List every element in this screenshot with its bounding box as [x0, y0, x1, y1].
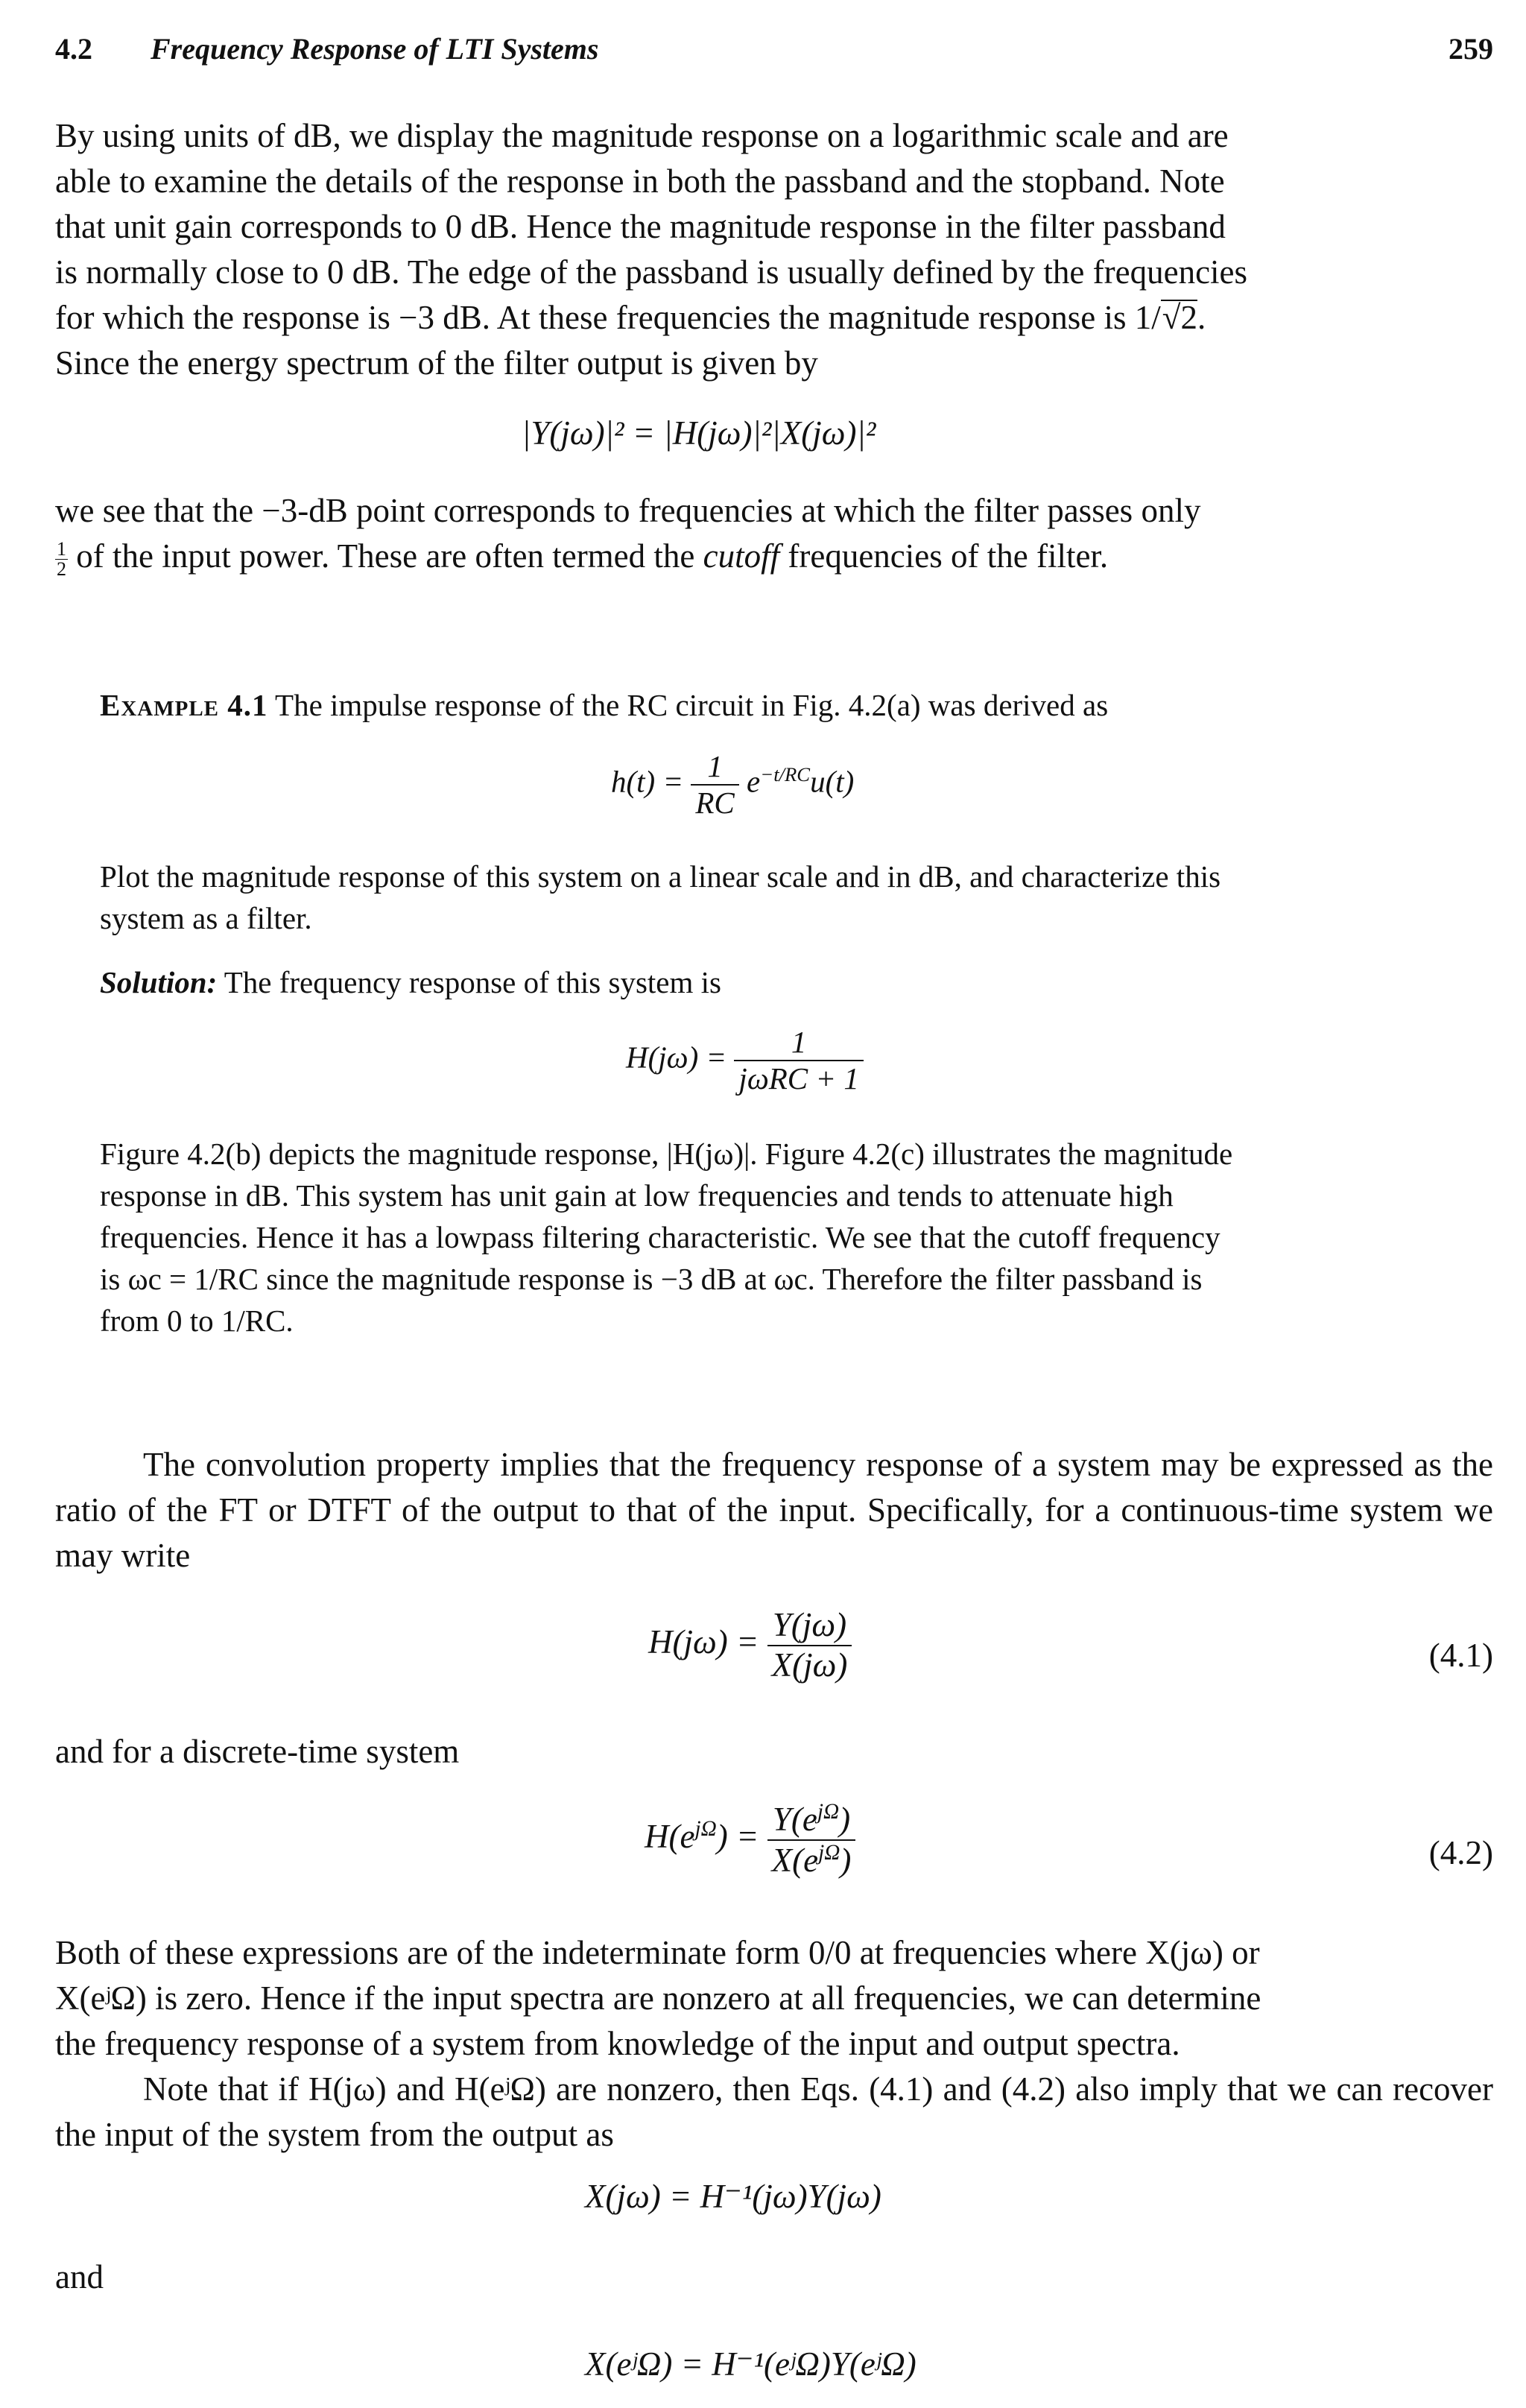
- denominator-close: ): [840, 1841, 852, 1879]
- text-line: able to examine the details of the response in both the passband and the stopband. Note: [55, 162, 1225, 200]
- example-task: [100, 856, 1453, 939]
- text-line: [55, 295, 1493, 341]
- step-function: u(t): [810, 764, 855, 799]
- fraction-denominator: [767, 1841, 856, 1880]
- text-line: By using units of dB, we display the magnitude response on a logarithmic scale and are: [55, 117, 1229, 154]
- example-intro-text: The impulse response of the RC circuit in Fig. 4.2(a) was derived as: [275, 688, 1109, 722]
- sqrt-arg: 2: [1180, 299, 1197, 336]
- page-number: 259: [1449, 32, 1493, 66]
- text-line: expressed as the ratio of the FT or DTFT of the output to that of the input. Specifically,: [55, 1446, 1494, 1529]
- text-line: The convolution property implies that the frequency response of a system may be: [143, 1446, 1261, 1483]
- fraction: [691, 749, 738, 821]
- fraction: [767, 1606, 852, 1685]
- example-intro: [100, 684, 1453, 726]
- fraction-numerator: Y(jω): [767, 1606, 852, 1646]
- energy-equation: |Y(jω)|² = |H(jω)|²|X(jω)|²: [522, 414, 876, 452]
- equation-number: (4.2): [1428, 1834, 1493, 1871]
- denominator-base: X(e: [771, 1841, 819, 1879]
- fraction-denominator: 2: [57, 558, 66, 581]
- exponential-base: e: [747, 764, 761, 799]
- text-line: is normally close to 0 dB. The edge of the passband is usually defined by the frequencies: [55, 253, 1248, 291]
- discrete-text: and for a discrete-time system: [55, 1733, 460, 1770]
- exponent: jΩ: [817, 1800, 840, 1824]
- equation-lhs: h(t) =: [611, 764, 684, 799]
- text-line: Figure 4.2(b) depicts the magnitude response, |H(jω)|. Figure 4.2(c) illustrates the magnitude: [100, 1137, 1233, 1171]
- text-line: we can recover the input of the system from the output as: [55, 2070, 1494, 2153]
- equation-lhs: H(jω) =: [626, 1040, 727, 1075]
- text-line: Both of these expressions are of the indeterminate form 0/0 at frequencies where X(jω) or: [55, 1934, 1260, 1971]
- text-line: is ωc = 1/RC since the magnitude response is −3 dB at ωc. Therefore the filter passband is: [100, 1262, 1203, 1296]
- text-line: from 0 to 1/RC.: [100, 1303, 294, 1338]
- text-span: for which the response is −3 dB. At these frequencies the magnitude response is 1/: [55, 299, 1161, 336]
- fraction-numerator: 1: [57, 538, 66, 560]
- equation-lhs: H(jω) =: [648, 1623, 759, 1661]
- fraction-denominator: X(jω): [771, 1646, 848, 1684]
- text-line: that unit gain corresponds to 0 dB. Hence the magnitude response in the filter passband: [55, 208, 1226, 245]
- text-span: .: [1197, 299, 1206, 336]
- indeterminate-paragraph: [55, 1930, 1493, 2067]
- numerator-base: Y(e: [772, 1801, 817, 1838]
- text-span: of the input power. These are often termed the: [68, 537, 703, 575]
- fraction-numerator: 1: [734, 1025, 863, 1061]
- cutoff-paragraph: [55, 488, 1493, 579]
- text-line: the frequency response of a system from knowledge of the input and output spectra.: [55, 2025, 1180, 2062]
- exponent: jΩ: [694, 1817, 717, 1842]
- convolution-paragraph: [55, 1442, 1493, 1579]
- equation-4-2: [645, 1800, 855, 1880]
- example-body: [100, 1133, 1453, 1342]
- equation-4-1: [648, 1606, 852, 1685]
- note-paragraph: [55, 2067, 1493, 2158]
- text-line: Plot the magnitude response of this system on a linear scale and in dB, and characterize this: [100, 859, 1221, 894]
- fraction-denominator: RC: [695, 786, 735, 821]
- fraction-numerator: 1: [691, 749, 738, 786]
- section-number: 4.2: [55, 32, 92, 66]
- solution-heading: [100, 961, 1453, 1003]
- text-line: frequencies. Hence it has a lowpass filtering characteristic. We see that the cutoff frequency: [100, 1220, 1221, 1254]
- text-line: [55, 534, 1493, 579]
- fraction-denominator: jωRC + 1: [738, 1061, 859, 1096]
- cutoff-term: cutoff: [703, 537, 780, 575]
- running-header: [55, 31, 1493, 76]
- example-label: Example 4.1: [100, 688, 268, 722]
- numerator-close: ): [839, 1801, 851, 1838]
- equation-number: (4.1): [1428, 1637, 1493, 1674]
- text-line: Since the energy spectrum of the filter output is given by: [55, 344, 818, 382]
- inverse-equation-discrete: X(eʲΩ) = H⁻¹(eʲΩ)Y(eʲΩ): [585, 2345, 916, 2383]
- sqrt-symbol: √2: [1162, 299, 1197, 336]
- text-line: we see that the −3-dB point corresponds to frequencies at which the filter passes only: [55, 492, 1201, 529]
- intro-paragraph: [55, 113, 1493, 386]
- equation-lhs-close: ) =: [716, 1818, 759, 1856]
- fraction-numerator: [767, 1800, 856, 1841]
- exponent: −t/RC: [760, 762, 811, 786]
- solution-text: The frequency response of this system is: [224, 965, 721, 999]
- frequency-response-equation: [626, 1025, 864, 1096]
- text-span: frequencies of the filter.: [779, 537, 1109, 575]
- section-title: Frequency Response of LTI Systems: [151, 32, 599, 66]
- text-line: system as a filter.: [100, 901, 312, 935]
- solution-label: Solution:: [100, 965, 218, 999]
- impulse-response-equation: [611, 749, 854, 821]
- text-line: Note that if H(jω) and H(eʲΩ) are nonzero, then Eqs. (4.1) and (4.2) also imply that: [143, 2070, 1278, 2108]
- text-line: response in dB. This system has unit gain at low frequencies and tends to attenuate high: [100, 1178, 1174, 1213]
- text-line: X(eʲΩ) is zero. Hence if the input spectra are nonzero at all frequencies, we can determine: [55, 1979, 1261, 2017]
- fraction: [734, 1025, 863, 1096]
- equation-lhs: H(e: [645, 1818, 695, 1856]
- fraction: [767, 1800, 856, 1880]
- exponent: jΩ: [818, 1840, 840, 1865]
- text-line: for a continuous-time system we may write: [55, 1491, 1494, 1574]
- inverse-equation-continuous: X(jω) = H⁻¹(jω)Y(jω): [585, 2178, 881, 2215]
- and-text: and: [55, 2258, 104, 2295]
- one-half-fraction: [55, 540, 68, 579]
